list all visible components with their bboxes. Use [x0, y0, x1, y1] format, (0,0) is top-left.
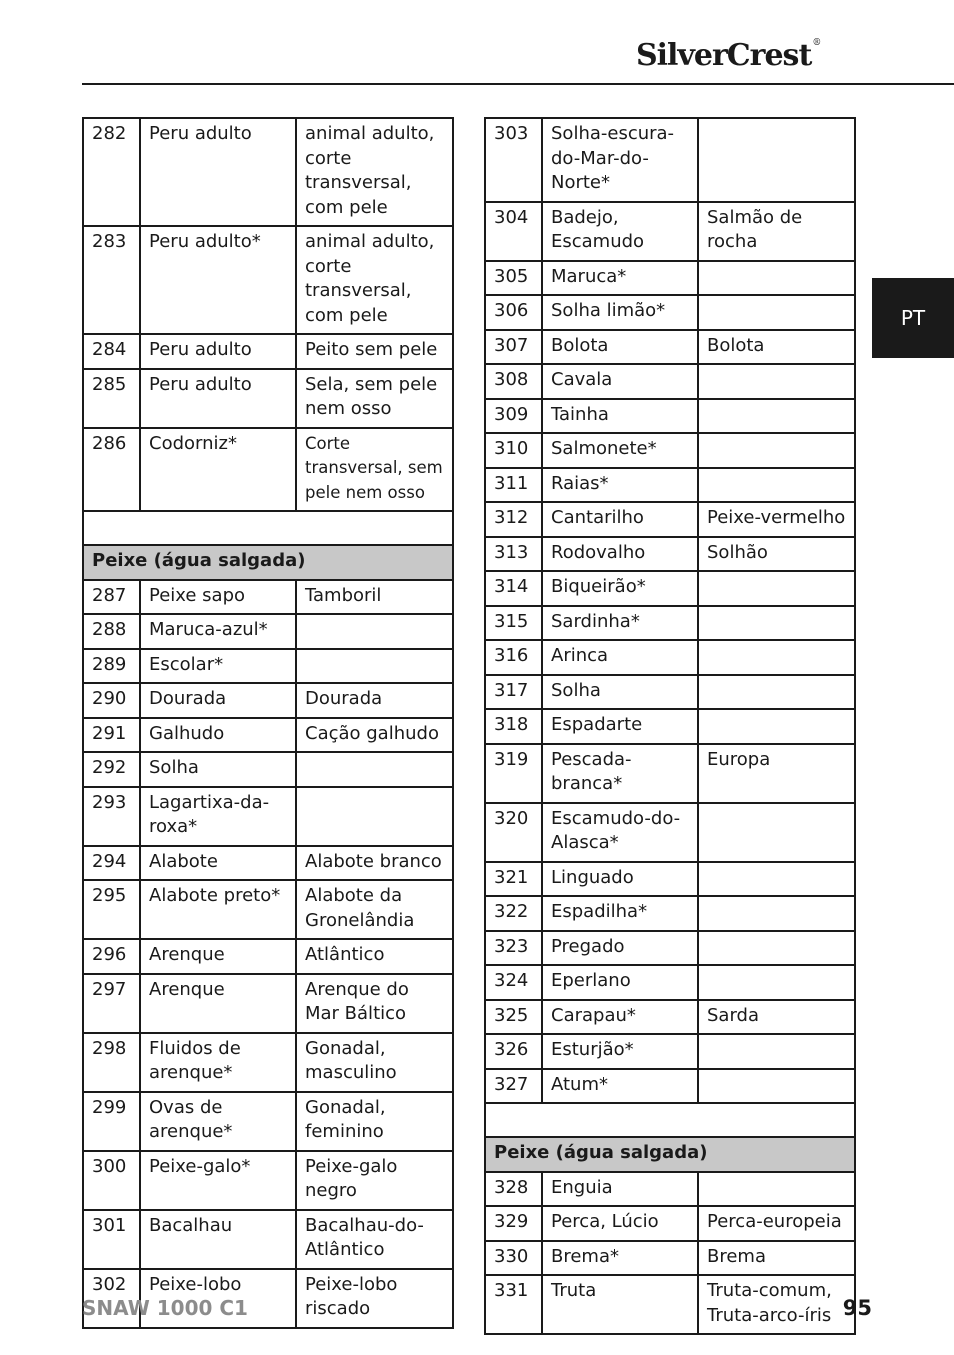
item-description: Solhão	[698, 537, 855, 572]
table-row	[485, 118, 855, 202]
section-header-row	[83, 545, 453, 580]
table-row	[83, 118, 453, 226]
item-description	[698, 896, 855, 931]
item-number: 297	[83, 974, 140, 1033]
item-name: Pescada-branca*	[542, 744, 698, 803]
item-description	[698, 433, 855, 468]
item-number: 285	[83, 369, 140, 428]
item-description: Brema	[698, 1241, 855, 1276]
table-row	[83, 334, 453, 369]
item-description	[698, 965, 855, 1000]
item-name: Carapau*	[542, 1000, 698, 1035]
item-number: 291	[83, 718, 140, 753]
table-row	[83, 974, 453, 1033]
item-description	[698, 1034, 855, 1069]
item-name: Perca, Lúcio	[542, 1206, 698, 1241]
table-row	[485, 468, 855, 503]
table-row	[83, 939, 453, 974]
item-name: Eperlano	[542, 965, 698, 1000]
table-row	[485, 744, 855, 803]
item-number: 320	[485, 803, 542, 862]
item-description: animal adulto, corte transversal, com pele	[296, 226, 453, 334]
item-number: 317	[485, 675, 542, 710]
table-row	[485, 1275, 855, 1334]
header-rule	[82, 83, 954, 85]
table-row	[485, 640, 855, 675]
item-description	[698, 1069, 855, 1104]
item-number: 331	[485, 1275, 542, 1334]
page-number: 95	[842, 1296, 872, 1320]
table-row	[485, 675, 855, 710]
item-description	[698, 709, 855, 744]
table-row	[485, 433, 855, 468]
item-name: Sardinha*	[542, 606, 698, 641]
item-name: Cavala	[542, 364, 698, 399]
item-description	[698, 261, 855, 296]
table-row	[485, 862, 855, 897]
item-name: Peru adulto	[140, 334, 296, 369]
item-number: 286	[83, 428, 140, 512]
item-number: 292	[83, 752, 140, 787]
item-name: Peixe sapo	[140, 580, 296, 615]
table-row	[485, 1069, 855, 1104]
item-name: Maruca-azul*	[140, 614, 296, 649]
item-number: 308	[485, 364, 542, 399]
item-name: Dourada	[140, 683, 296, 718]
table-row	[83, 1033, 453, 1092]
item-name: Arenque	[140, 974, 296, 1033]
item-description: Sarda	[698, 1000, 855, 1035]
item-name: Peru adulto	[140, 118, 296, 226]
item-description: Alabote branco	[296, 846, 453, 881]
item-number: 329	[485, 1206, 542, 1241]
item-name: Salmonete*	[542, 433, 698, 468]
table-row	[485, 537, 855, 572]
item-number: 288	[83, 614, 140, 649]
item-number: 305	[485, 261, 542, 296]
item-number: 314	[485, 571, 542, 606]
item-number: 290	[83, 683, 140, 718]
brand-logo: SilverCrest®	[636, 38, 821, 73]
item-description: Peixe-lobo riscado	[296, 1269, 453, 1328]
table-row	[83, 1151, 453, 1210]
table-row	[485, 1206, 855, 1241]
item-number: 296	[83, 939, 140, 974]
item-name: Fluidos de arenque*	[140, 1033, 296, 1092]
spacer-cell	[485, 1103, 855, 1137]
item-description	[698, 606, 855, 641]
item-name: Bacalhau	[140, 1210, 296, 1269]
item-name: Atum*	[542, 1069, 698, 1104]
item-name: Linguado	[542, 862, 698, 897]
item-description	[296, 649, 453, 684]
item-name: Arenque	[140, 939, 296, 974]
section-title: Peixe (água salgada)	[485, 1137, 855, 1172]
item-number: 311	[485, 468, 542, 503]
item-number: 316	[485, 640, 542, 675]
table-row	[485, 261, 855, 296]
item-number: 283	[83, 226, 140, 334]
item-description: Atlântico	[296, 939, 453, 974]
item-description: Dourada	[296, 683, 453, 718]
item-name: Alabote preto*	[140, 880, 296, 939]
item-number: 312	[485, 502, 542, 537]
item-description: Perca-europeia	[698, 1206, 855, 1241]
table-row	[83, 428, 453, 512]
language-tab: PT	[872, 278, 954, 358]
item-name: Escolar*	[140, 649, 296, 684]
table-row	[485, 606, 855, 641]
item-description: Gonadal, masculino	[296, 1033, 453, 1092]
table-row	[485, 399, 855, 434]
table-row	[485, 965, 855, 1000]
item-number: 321	[485, 862, 542, 897]
item-description	[698, 364, 855, 399]
item-description	[698, 399, 855, 434]
item-name: Alabote	[140, 846, 296, 881]
item-description: Salmão de rocha	[698, 202, 855, 261]
item-description	[698, 931, 855, 966]
table-row	[83, 614, 453, 649]
spacer-cell	[83, 511, 453, 545]
item-name: Maruca*	[542, 261, 698, 296]
item-number: 330	[485, 1241, 542, 1276]
table-row	[485, 202, 855, 261]
item-number: 293	[83, 787, 140, 846]
item-description	[698, 862, 855, 897]
item-description: Cação galhudo	[296, 718, 453, 753]
item-name: Peru adulto*	[140, 226, 296, 334]
item-number: 328	[485, 1172, 542, 1207]
item-name: Pregado	[542, 931, 698, 966]
table-row	[83, 226, 453, 334]
item-name: Esturjão*	[542, 1034, 698, 1069]
table-row	[485, 931, 855, 966]
item-name: Truta	[542, 1275, 698, 1334]
table-row	[83, 1092, 453, 1151]
item-description	[698, 675, 855, 710]
item-description	[698, 571, 855, 606]
table-row	[485, 295, 855, 330]
item-number: 309	[485, 399, 542, 434]
item-number: 315	[485, 606, 542, 641]
item-description: Europa	[698, 744, 855, 803]
item-number: 327	[485, 1069, 542, 1104]
item-description: Arenque do Mar Báltico	[296, 974, 453, 1033]
spacer-row	[485, 1103, 855, 1137]
item-description	[296, 752, 453, 787]
item-name: Brema*	[542, 1241, 698, 1276]
item-name: Biqueirão*	[542, 571, 698, 606]
item-number: 301	[83, 1210, 140, 1269]
item-name: Bolota	[542, 330, 698, 365]
spacer-row	[83, 511, 453, 545]
item-name: Arinca	[542, 640, 698, 675]
table-row	[485, 502, 855, 537]
item-description	[698, 468, 855, 503]
food-table-right	[484, 117, 856, 1335]
table-row	[83, 752, 453, 787]
item-description: Peixe-galo negro	[296, 1151, 453, 1210]
item-name: Badejo, Escamudo	[542, 202, 698, 261]
section-header-row	[485, 1137, 855, 1172]
item-name: Raias*	[542, 468, 698, 503]
item-name: Solha limão*	[542, 295, 698, 330]
item-number: 319	[485, 744, 542, 803]
table-row	[485, 1241, 855, 1276]
item-description	[698, 640, 855, 675]
item-description: Truta-comum, Truta-arco-íris	[698, 1275, 855, 1334]
item-number: 313	[485, 537, 542, 572]
item-number: 306	[485, 295, 542, 330]
food-table-left	[82, 117, 454, 1329]
item-name: Espadarte	[542, 709, 698, 744]
item-number: 282	[83, 118, 140, 226]
item-description: Peito sem pele	[296, 334, 453, 369]
item-name: Enguia	[542, 1172, 698, 1207]
item-name: Peixe-galo*	[140, 1151, 296, 1210]
item-description: Bolota	[698, 330, 855, 365]
item-description: Tamboril	[296, 580, 453, 615]
item-number: 323	[485, 931, 542, 966]
item-number: 299	[83, 1092, 140, 1151]
table-row	[83, 787, 453, 846]
item-description: Bacalhau-do-Atlântico	[296, 1210, 453, 1269]
item-number: 284	[83, 334, 140, 369]
item-number: 326	[485, 1034, 542, 1069]
item-number: 322	[485, 896, 542, 931]
item-name: Cantarilho	[542, 502, 698, 537]
item-description	[698, 1172, 855, 1207]
item-description	[698, 295, 855, 330]
item-name: Rodovalho	[542, 537, 698, 572]
item-name: Tainha	[542, 399, 698, 434]
item-number: 304	[485, 202, 542, 261]
item-number: 300	[83, 1151, 140, 1210]
table-row	[485, 330, 855, 365]
table-row	[485, 803, 855, 862]
item-name: Solha-escura-do-Mar-do-Norte*	[542, 118, 698, 202]
table-row	[83, 369, 453, 428]
item-number: 324	[485, 965, 542, 1000]
item-name: Codorniz*	[140, 428, 296, 512]
table-row	[83, 683, 453, 718]
table-row	[485, 709, 855, 744]
table-row	[83, 880, 453, 939]
item-number: 318	[485, 709, 542, 744]
item-description	[698, 803, 855, 862]
section-title: Peixe (água salgada)	[83, 545, 453, 580]
table-row	[83, 1210, 453, 1269]
table-row	[83, 580, 453, 615]
table-row	[485, 364, 855, 399]
item-number: 294	[83, 846, 140, 881]
item-number: 295	[83, 880, 140, 939]
table-row	[485, 1034, 855, 1069]
item-number: 307	[485, 330, 542, 365]
item-name: Ovas de arenque*	[140, 1092, 296, 1151]
item-number: 310	[485, 433, 542, 468]
table-row	[485, 571, 855, 606]
item-description: Peixe-vermelho	[698, 502, 855, 537]
item-name: Solha	[542, 675, 698, 710]
item-number: 289	[83, 649, 140, 684]
table-row	[485, 1000, 855, 1035]
table-row	[83, 649, 453, 684]
table-row	[83, 846, 453, 881]
item-description: Alabote da Gronelândia	[296, 880, 453, 939]
item-number: 302	[83, 1269, 140, 1328]
item-number: 287	[83, 580, 140, 615]
footer-model: SNAW 1000 C1	[82, 1296, 248, 1320]
item-name: Peixe-lobo	[140, 1269, 296, 1328]
table-row	[485, 1172, 855, 1207]
item-name: Espadilha*	[542, 896, 698, 931]
table-row	[83, 718, 453, 753]
item-description: animal adulto, corte transversal, com pele	[296, 118, 453, 226]
item-description	[296, 787, 453, 846]
item-name: Galhudo	[140, 718, 296, 753]
item-name: Peru adulto	[140, 369, 296, 428]
item-description	[296, 614, 453, 649]
item-name: Escamudo-do-Alasca*	[542, 803, 698, 862]
item-number: 303	[485, 118, 542, 202]
table-row	[485, 896, 855, 931]
item-name: Lagartixa-da-roxa*	[140, 787, 296, 846]
item-number: 298	[83, 1033, 140, 1092]
item-description: Sela, sem pele nem osso	[296, 369, 453, 428]
item-number: 325	[485, 1000, 542, 1035]
item-description: Corte transversal, sem pele nem osso	[296, 428, 453, 512]
item-description	[698, 118, 855, 202]
item-description: Gonadal, feminino	[296, 1092, 453, 1151]
item-name: Solha	[140, 752, 296, 787]
